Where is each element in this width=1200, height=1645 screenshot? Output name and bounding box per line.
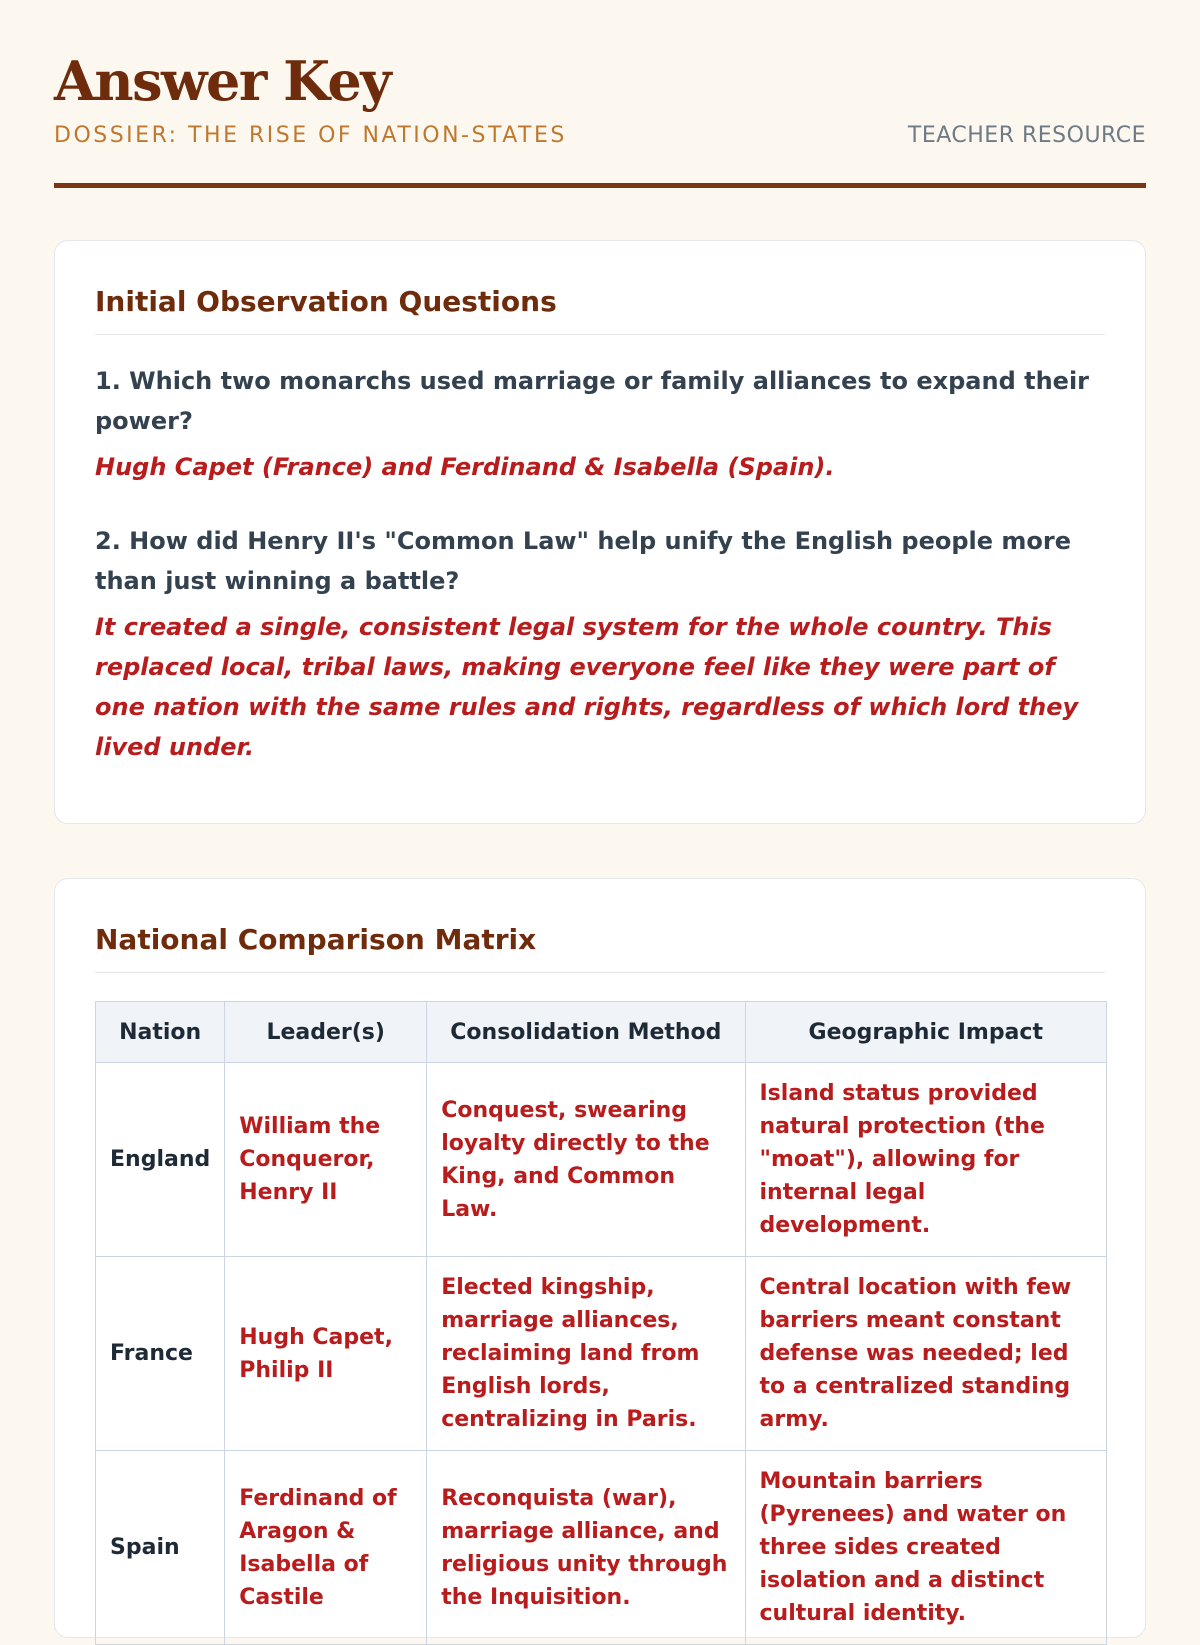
teacher-resource-label: TEACHER RESOURCE <box>907 123 1146 148</box>
observation-questions-card <box>54 240 1146 824</box>
answer-2: It created a single, consistent legal system for the whole country. This replaced local, tribal laws, making everyone feel like they were part of one nation with the same rules and rights, regardless of which lord they lived under. <box>95 613 1079 761</box>
cell-leaders: William the Conqueror, Henry II <box>225 1063 427 1257</box>
cell-nation: England <box>96 1063 225 1257</box>
cell-method: Conquest, swearing loyalty directly to the King, and Common Law. <box>427 1063 745 1257</box>
cell-leaders: Ferdinand of Aragon & Isabella of Castile <box>225 1451 427 1645</box>
header-method: Consolidation Method <box>427 1002 745 1063</box>
cell-impact: Central location with few barriers meant constant defense was needed; led to a centralized standing army. <box>745 1257 1107 1451</box>
question-1: 1. Which two monarchs used marriage or family alliances to expand their power? <box>95 367 1090 435</box>
cell-nation: Spain <box>96 1451 225 1645</box>
page-header <box>54 0 1146 188</box>
cell-method: Reconquista (war), marriage alliance, and religious unity through the Inquisition. <box>427 1451 745 1645</box>
header-impact: Geographic Impact <box>745 1002 1107 1063</box>
header-nation: Nation <box>96 1002 225 1063</box>
table-row <box>96 1451 1107 1645</box>
cell-method: Elected kingship, marriage alliances, reclaiming land from English lords, centralizing in Paris. <box>427 1257 745 1451</box>
cell-nation: France <box>96 1257 225 1451</box>
table-row <box>96 1063 1107 1257</box>
cell-impact: Mountain barriers (Pyrenees) and water on three sides created isolation and a distinct cultural identity. <box>745 1451 1107 1645</box>
comparison-matrix-card <box>54 878 1146 1638</box>
header-leaders: Leader(s) <box>225 1002 427 1063</box>
cell-leaders: Hugh Capet, Philip II <box>225 1257 427 1451</box>
dossier-subtitle: DOSSIER: THE RISE OF NATION-STATES <box>54 123 567 148</box>
comparison-matrix-table <box>95 1001 1107 1645</box>
table-header-row <box>96 1002 1107 1063</box>
observation-section-title: Initial Observation Questions <box>95 241 1105 335</box>
question-2: 2. How did Henry II's "Common Law" help unify the English people more than just winning a battle? <box>95 527 1072 595</box>
page-title: Answer Key <box>54 49 391 113</box>
matrix-section-title: National Comparison Matrix <box>95 879 1105 973</box>
table-row <box>96 1257 1107 1451</box>
cell-impact: Island status provided natural protection (the "moat"), allowing for internal legal development. <box>745 1063 1107 1257</box>
answer-1: Hugh Capet (France) and Ferdinand & Isabella (Spain). <box>95 453 835 481</box>
